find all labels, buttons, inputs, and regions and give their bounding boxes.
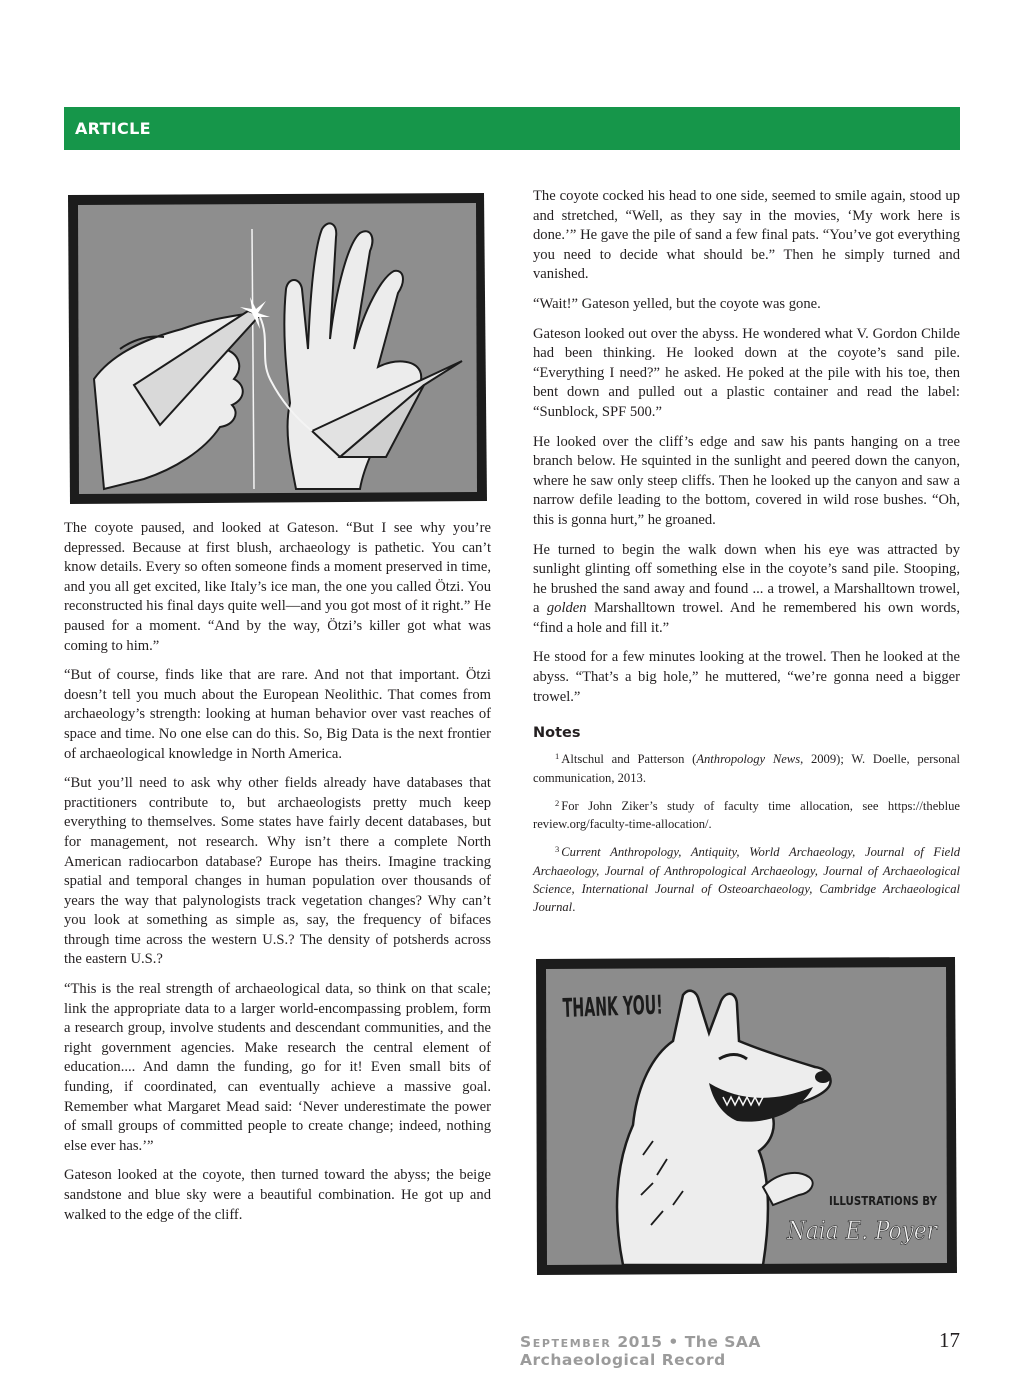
section-banner	[64, 107, 960, 150]
note-2-number: 2	[555, 797, 560, 808]
body-paragraph: He looked over the cliff’s edge and saw his pants hanging on a tree branch below. He squinted in the sunlight and peered down the canyon, where he saw only steep cliffs. Then he looked up the canyon and saw a narrow defile leading to the bottom, covered in wild rose bushes. “Oh, this is gonna hurt,” he groaned.	[533, 433, 960, 528]
note-1-text-b: , 2009); W. Doelle, personal communication, 2013.	[533, 752, 961, 785]
footer-issue	[520, 1333, 895, 1369]
note-3-text: .	[572, 900, 576, 915]
page-footer	[520, 1328, 960, 1369]
note-3-italic: Current Anthropology, Antiquity, World Archaeology, Journal of Field Archaeology, Journal of Anthropological Archaeology, Journal of Archaeological Science, International Journal of Osteoarchaeology, Cambridge Archaeological Journal	[533, 845, 960, 915]
note-1-number: 1	[555, 751, 560, 762]
note-1-italic: Anthropology News	[696, 752, 801, 767]
body-paragraph: “But you’ll need to ask why other fields already have databases that practitioners contribute to, but archaeologists pretty much keep everything to themselves. Some states have fairly decent databases, but for management, not research. Why isn’t there a complete North American radiocarbon database? Europe has theirs. Imagine tracking spatial and temporal changes in human population over thousands of years the way that palynologists track vegetation changes? Why can’t you look at something as simple as, say, the frequency of bifaces through time across the western U.S.? The density of potsherds across the eastern U.S.?	[64, 775, 491, 968]
body-paragraph-final: He stood for a few minutes looking at the trowel. Then he looked at the abyss. “That’s a big hole,” he muttered, “we’re gonna need a bigger trowel.”	[533, 649, 960, 705]
hands-illustration-drawing	[64, 189, 490, 507]
body-paragraph: The coyote paused, and looked at Gateson. “But I see why you’re depressed. Because at first blush, archaeology is pathetic. You can’t know details. Every so often someone finds a moment preserved in time, and you all get excited, like Italy’s ice man, the one you called Ötzi. You reconstructed his final days quite well—and you got most of it right.” He paused for a moment. “And by the way, Ötzi’s killer got what was coming to him.”	[64, 520, 491, 654]
trowel-text-italic: golden	[546, 600, 587, 617]
body-paragraph: “This is the real strength of archaeological data, so think on that scale; link the appropriate data to a larger world-encompassing problem, form a research group, involve students and descendant communities, and the right government agencies. Make research the central element of education.... And damn the funding, go for it! Even small bits of funding, if coordinated, can eventually achieve a massive goal. Remember what Margaret Mead said: ‘Never underestimate the power of small groups of committed people to create change; indeed, nothing else ever has.’”	[64, 981, 491, 1154]
body-paragraph: Gateson looked out over the abyss. He wondered what V. Gordon Childe had been thinking. He looked down at the coyote’s sand pile. “Everything I need?” he asked. He poked at the pile with his toe, then bent down and pulled out a plastic container and read the label: “Sunblock, SPF 500.”	[533, 325, 960, 420]
thank-you-text: THANK YOU!	[562, 987, 747, 1024]
trowel-text-after: Marshalltown trowel. And he remembered his own words, “find a hole and fill it.”	[533, 600, 960, 636]
note-1-text-a: Altschul and Patterson (	[561, 752, 697, 767]
body-paragraph: Gateson looked at the coyote, then turned toward the abyss; the beige sandstone and blue sky were a beautiful combination. He got up and walked to the edge of the cliff.	[64, 1167, 491, 1223]
hands-illustration	[64, 189, 490, 507]
section-label: ARTICLE	[75, 119, 151, 138]
coyote-illustration	[533, 955, 959, 1277]
footer-month: September	[520, 1333, 612, 1351]
body-paragraph: “Wait!” Gateson yelled, but the coyote was gone.	[533, 295, 821, 312]
notes-heading: Notes	[533, 725, 581, 742]
note-3	[533, 840, 960, 916]
note-2	[533, 794, 960, 834]
coyote-illustration-drawing	[533, 955, 959, 1277]
page-number: 17	[939, 1328, 960, 1352]
illustrations-by-text: ILLUSTRATIONS BY	[829, 1194, 938, 1208]
trowel-text-before: He turned to begin the walk down when his eye was attracted by sunlight glinting off something else in the coyote’s sand pile. Stooping, he brushed the sand away and found ... a trowel, a Marshalltown trowel, a	[533, 541, 960, 617]
note-2-text[interactable]: For John Ziker’s study of faculty time allocation, see https://theblue review.org/faculty-time-allocation/.	[533, 798, 960, 832]
left-column	[64, 519, 491, 1235]
right-column	[533, 187, 960, 924]
body-paragraph-trowel	[533, 541, 960, 639]
footer-publication: 2015 • The SAA Archaeological Record	[520, 1333, 761, 1369]
note-3-number: 3	[555, 844, 560, 855]
illustrator-signature: Naia E. Poyer	[786, 1216, 939, 1245]
note-1	[533, 747, 960, 787]
body-paragraph: “But of course, finds like that are rare. And not that important. Ötzi doesn’t tell you much about the European Neolithic. That comes from archaeology’s strength: looking at human behavior over vast reaches of space and time. No one else can do this. So, Big Data is the next frontier of archaeological knowledge in North America.	[64, 667, 491, 762]
body-paragraph: The coyote cocked his head to one side, seemed to smile again, stood up and stretched, “Well, as they say in the movies, ‘My work here is done.’” He gave the pile of sand a few final pats. “You’ve got everything you need to decide what should be.” Then he simply turned and vanished.	[533, 188, 960, 283]
